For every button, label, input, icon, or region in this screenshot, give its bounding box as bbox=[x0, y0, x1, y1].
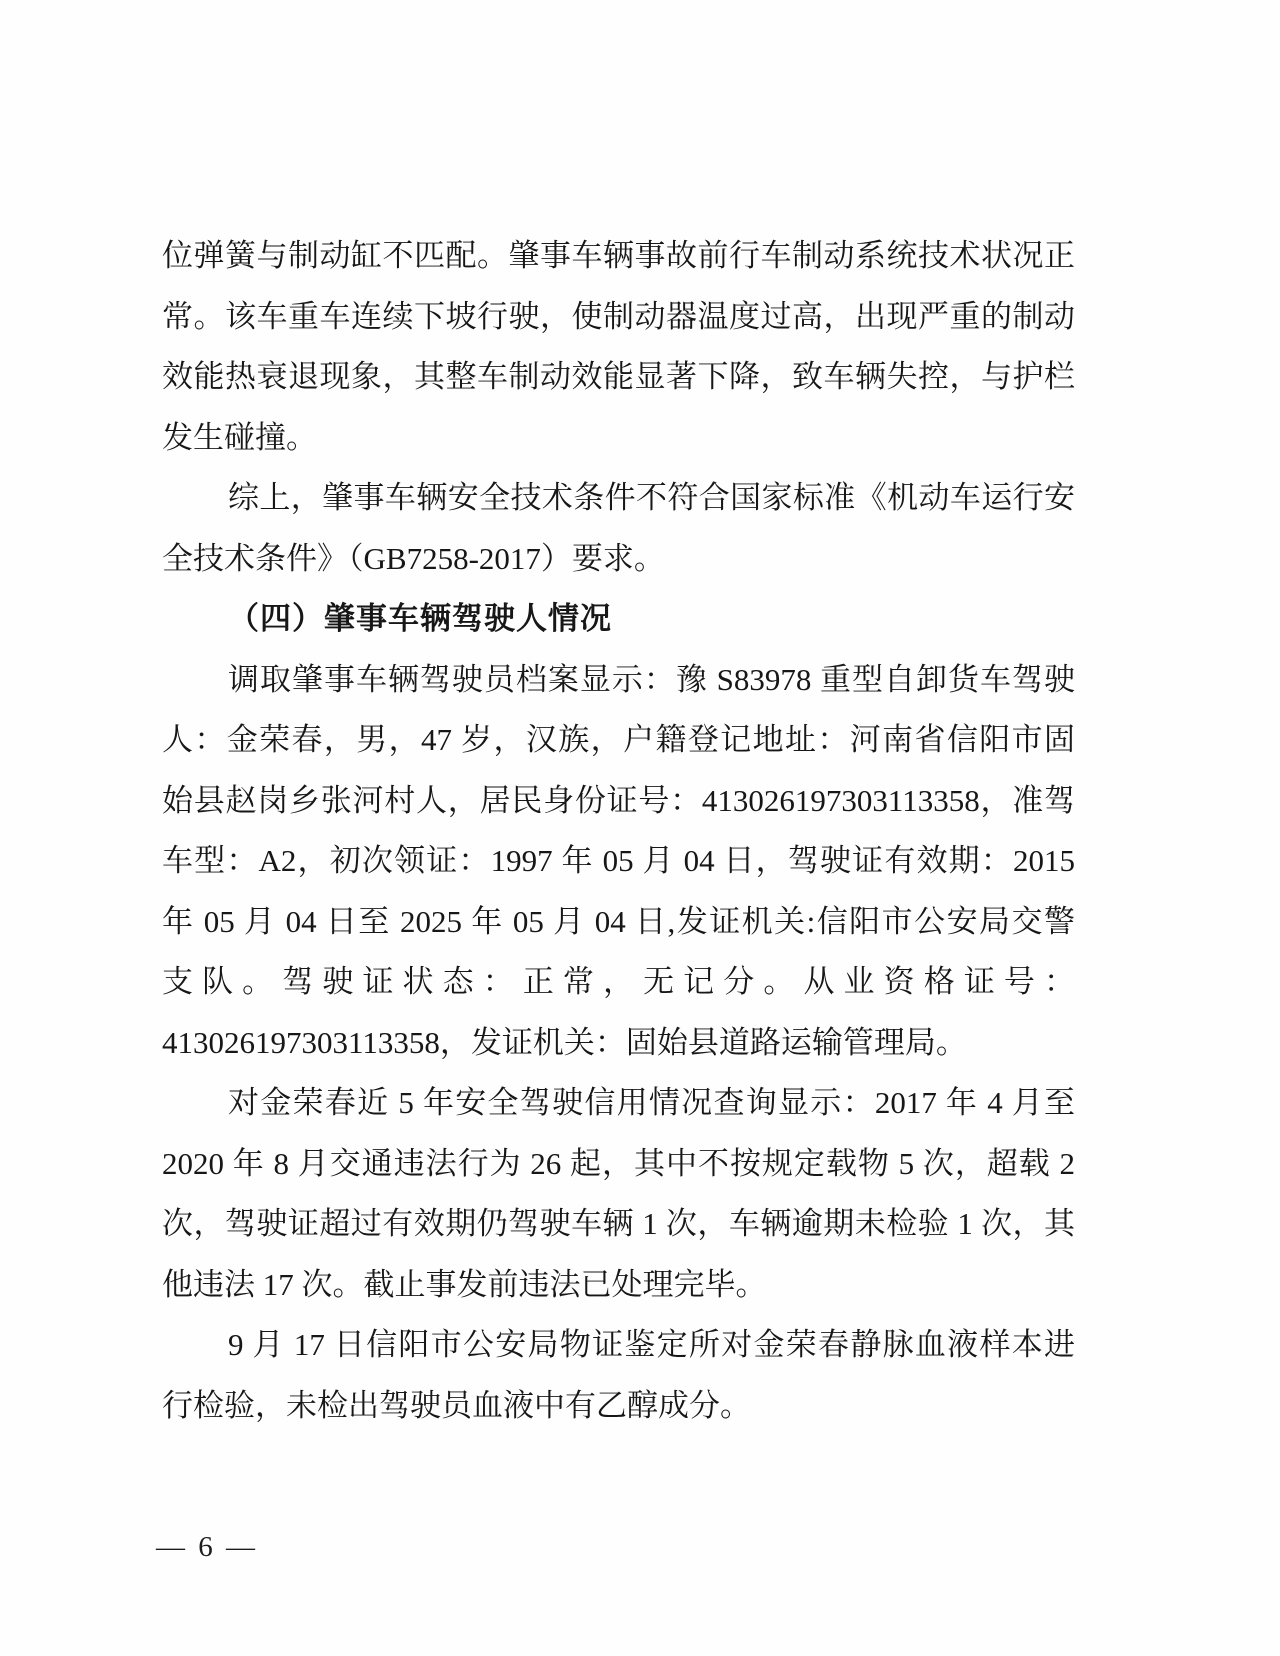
paragraph-driving-credit bbox=[162, 1073, 1075, 1315]
text-line: 位弹簧与制动缸不匹配。肇事车辆事故前行车制动系统技术状况正 bbox=[162, 238, 1075, 273]
text-line: 2020 年 8 月交通违法行为 26 起，其中不按规定载物 5 次，超载 2 bbox=[162, 1145, 1075, 1181]
text-line: 调取肇事车辆驾驶员档案显示：豫 S83978 重型自卸货车驾驶 bbox=[228, 661, 1075, 697]
text-line: 全技术条件》（GB7258-2017）要求。 bbox=[162, 540, 665, 576]
document-body bbox=[162, 226, 1075, 1436]
paragraph-driver-archive bbox=[162, 650, 1075, 1074]
text-line: 行检验，未检出驾驶员血液中有乙醇成分。 bbox=[162, 1387, 751, 1423]
text-line: 始县赵岗乡张河村人，居民身份证号：413026197303113358，准驾 bbox=[162, 782, 1075, 818]
paragraph-conclusion bbox=[162, 468, 1075, 589]
text-line: 次，驾驶证超过有效期仍驾驶车辆 1 次，车辆逾期未检验 1 次，其 bbox=[162, 1206, 1075, 1241]
text-line: 他违法 17 次。截止事发前违法已处理完毕。 bbox=[162, 1266, 767, 1302]
text-line: 9 月 17 日信阳市公安局物证鉴定所对金荣春静脉血液样本进 bbox=[228, 1327, 1075, 1362]
text-line: 对金荣春近 5 年安全驾驶信用情况查询显示：2017 年 4 月至 bbox=[228, 1085, 1075, 1120]
text-line: 常。该车重车连续下坡行驶，使制动器温度过高，出现严重的制动 bbox=[162, 298, 1075, 334]
text-line: 支队。驾驶证状态：正常，无记分。从业资格证号： bbox=[162, 964, 1075, 999]
text-line: 413026197303113358，发证机关：固始县道路运输管理局。 bbox=[162, 1024, 967, 1060]
text-line: 综上，肇事车辆安全技术条件不符合国家标准《机动车运行安 bbox=[228, 480, 1075, 515]
text-line: 发生碰撞。 bbox=[162, 419, 317, 455]
section-heading: （四）肇事车辆驾驶人情况 bbox=[228, 601, 612, 636]
text-line: 效能热衰退现象，其整车制动效能显著下降，致车辆失控，与护栏 bbox=[162, 359, 1075, 394]
text-line: 车型：A2，初次领证：1997 年 05 月 04 日，驾驶证有效期：2015 bbox=[162, 843, 1075, 878]
paragraph-blood-test bbox=[162, 1315, 1075, 1436]
section-heading-container bbox=[162, 589, 1075, 650]
page-number: — 6 — bbox=[156, 1531, 258, 1563]
text-line: 年 05 月 04 日至 2025 年 05 月 04 日,发证机关:信阳市公安局交警 bbox=[162, 903, 1075, 939]
text-line: 人：金荣春，男，47 岁，汉族，户籍登记地址：河南省信阳市固 bbox=[162, 722, 1075, 757]
paragraph-brake-failure bbox=[162, 226, 1075, 468]
